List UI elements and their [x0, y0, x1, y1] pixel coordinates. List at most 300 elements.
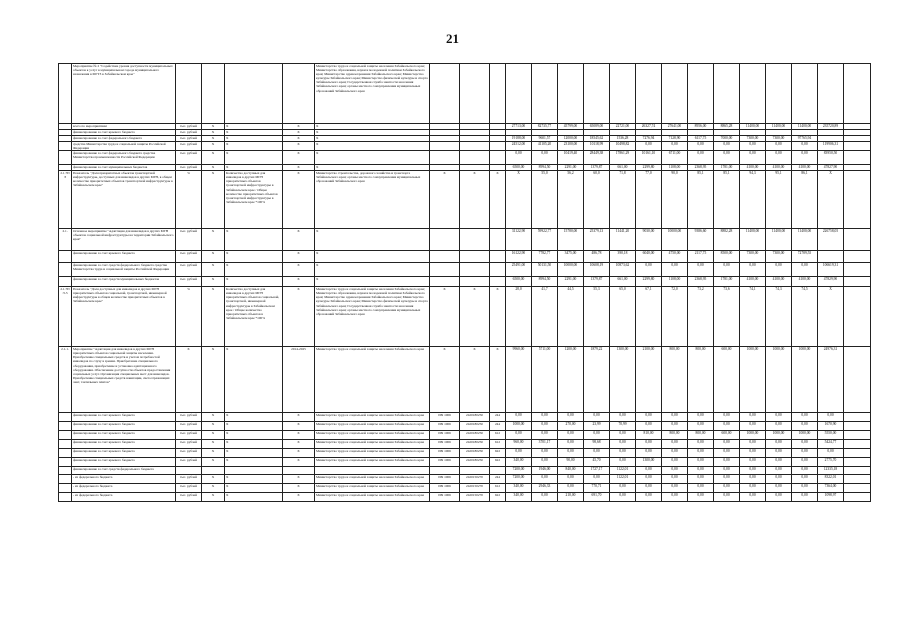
value-cell: 0,00	[610, 458, 636, 467]
value-cell	[506, 64, 532, 124]
value-cell: 0,00	[714, 422, 740, 431]
value-cell: 0,00	[532, 151, 558, 165]
period-cell: X	[283, 440, 315, 449]
unit-cell: тыс. рублей	[176, 277, 202, 287]
row-name-cell: финансирование за счет краевого бюджета	[72, 251, 176, 263]
value-cell: 55,3	[584, 287, 610, 347]
period-cell: X	[283, 229, 315, 251]
executor-cell: X	[315, 277, 430, 287]
executor-cell: Министерство труда и социальной защиты населения Забайкальского края	[315, 431, 430, 440]
code-vr-cell: 612	[490, 440, 506, 449]
value-cell: 73,2	[688, 287, 714, 347]
code-target-cell: X	[460, 287, 490, 347]
value-cell: 7276,94	[636, 136, 662, 142]
row-name-cell: финансирование за счет средств федерального бюджета	[72, 467, 176, 475]
value-cell: 50131,50	[532, 263, 558, 277]
unit-cell	[176, 64, 202, 124]
value-cell: 8865,28	[714, 124, 740, 130]
value-cell: 7300,00	[766, 136, 792, 142]
table-row	[59, 151, 871, 165]
value-cell: 1670,90	[818, 422, 844, 431]
value-cell: 0,00	[688, 151, 714, 165]
unit-cell: тыс. рублей	[176, 484, 202, 493]
code-grbs-cell: 009 1006	[430, 475, 460, 484]
value-cell: 11400,00	[740, 229, 766, 251]
value-cell	[714, 64, 740, 124]
unit-cell: тыс. рублей	[176, 422, 202, 431]
value-cell	[844, 142, 871, 151]
value-cell: 5550,00	[818, 431, 844, 440]
code-vr-cell: 622	[490, 449, 506, 458]
row-name-cell: финансирование за счет краевого бюджета	[72, 449, 176, 458]
col-x-cell: X	[202, 142, 225, 151]
row-number-cell	[59, 151, 72, 165]
code-vr-cell: 622	[490, 458, 506, 467]
row-name-cell: - из федерального бюджета	[72, 475, 176, 484]
value-cell: 0,00	[714, 413, 740, 422]
value-cell: 810,00	[636, 431, 662, 440]
value-cell: 600,00	[714, 431, 740, 440]
value-cell: 45799,00	[558, 124, 584, 130]
value-cell: 4100,00	[740, 277, 766, 287]
value-cell: 74,1	[740, 287, 766, 347]
value-cell: 4100,00	[766, 277, 792, 287]
code-grbs-cell: 009 1006	[430, 422, 460, 431]
col-x-cell: X	[202, 151, 225, 165]
value-cell: 270,00	[558, 422, 584, 431]
col-x-cell: X	[202, 440, 225, 449]
value-cell: 27641,00	[662, 124, 688, 130]
code-target-cell	[460, 142, 490, 151]
value-cell: 0,00	[740, 422, 766, 431]
value-cell: 0,00	[506, 431, 532, 440]
value-cell: 0,00	[558, 413, 584, 422]
table-row	[59, 449, 871, 458]
period-cell: X	[283, 458, 315, 467]
value-cell	[792, 64, 818, 124]
executor-cell: X	[315, 151, 430, 165]
value-cell: 390,18	[610, 251, 636, 263]
value-cell: 7200,00	[506, 467, 532, 475]
code-vr-cell	[490, 151, 506, 165]
value-cell: 74,3	[766, 287, 792, 347]
value-cell: 0,00	[610, 493, 636, 502]
value-cell: 0,00	[584, 431, 610, 440]
value-cell: 210,00	[558, 493, 584, 502]
table-row	[59, 475, 871, 484]
value-cell: 0,00	[662, 484, 688, 493]
value-cell: 0,00	[636, 484, 662, 493]
value-cell: 0,00	[792, 484, 818, 493]
value-cell: 691,70	[584, 493, 610, 502]
value-cell: 800,00	[662, 431, 688, 440]
formula-cell: X	[225, 263, 283, 277]
executor-cell: X	[315, 251, 430, 263]
value-cell: 8956,00	[688, 124, 714, 130]
formula-cell: X	[225, 458, 283, 467]
code-vr-cell: X	[490, 171, 506, 229]
row-name-cell: финансирование за счет краевого бюджета	[72, 440, 176, 449]
value-cell: 59922,77	[532, 229, 558, 251]
row-name-cell: Мероприятие "Адаптация для инвалидов в других МГН приоритетных объектов социальной защиты населения. Приобретение специальных средств и учетом потребностей инвалидов по слуху в зрении. Приобретение специального оборудования, приобретение и установка адаптационного оборудования. Обеспечение доступности объектов предоставления социальных услуг. Организация специальных мест для инвалидов. Приобретение специальных средств навигации, светоотражающих лент, тактильных плиток"	[72, 347, 176, 413]
value-cell: 1300,00	[636, 458, 662, 467]
value-cell: 90,00	[558, 458, 584, 467]
value-cell: 0,00	[792, 493, 818, 502]
col-x-cell: X	[202, 484, 225, 493]
value-cell	[844, 422, 871, 431]
value-cell: 0,00	[662, 475, 688, 484]
value-cell: 1000,00	[766, 431, 792, 440]
table-row	[59, 458, 871, 467]
formula-cell: X	[225, 431, 283, 440]
value-cell: 71,8	[610, 171, 636, 229]
table-row	[59, 171, 871, 229]
code-vr-cell: 244	[490, 413, 506, 422]
col-x-cell: X	[202, 263, 225, 277]
period-cell: X	[283, 124, 315, 130]
value-cell	[844, 277, 871, 287]
value-cell: 1000,00	[506, 422, 532, 431]
value-cell: 340,00	[506, 484, 532, 493]
formula-cell	[225, 64, 283, 124]
executor-cell: X	[315, 124, 430, 130]
value-cell	[636, 64, 662, 124]
value-cell: 22721,00	[610, 124, 636, 130]
value-cell	[662, 64, 688, 124]
code-vr-cell: X	[490, 347, 506, 413]
code-grbs-cell: 009 1006	[430, 484, 460, 493]
value-cell: 0,00	[714, 458, 740, 467]
col-x-cell: X	[202, 251, 225, 263]
executor-cell: Министерство труда и социальной защиты населения Забайкальского края	[315, 347, 430, 413]
code-target-cell	[460, 467, 490, 475]
code-target-cell: X	[460, 347, 490, 413]
value-cell: 0,00	[766, 475, 792, 484]
value-cell: 70,99	[610, 422, 636, 431]
value-cell: 82735,77	[532, 124, 558, 130]
row-name-cell: Показатель "Доля приоритетных объектов транспортной инфраструктуры, доступных для инвалидов в других МГН, в общем количестве приоритетных объектов транспортной инфраструктуры в Забайкальском крае"	[72, 171, 176, 229]
value-cell: 97765,94	[792, 136, 818, 142]
value-cell: 95,1	[766, 171, 792, 229]
value-cell: 0,00	[506, 413, 532, 422]
formula-cell: X	[225, 251, 283, 263]
code-grbs-cell: 009 1006	[430, 440, 460, 449]
value-cell	[844, 449, 871, 458]
value-cell: 1122,01	[610, 475, 636, 484]
value-cell: 0,00	[766, 484, 792, 493]
period-cell: X	[283, 449, 315, 458]
period-cell: X	[283, 422, 315, 431]
period-cell: X	[283, 287, 315, 347]
value-cell: 0,00	[766, 449, 792, 458]
period-cell: X	[283, 136, 315, 142]
value-cell: 0,00	[532, 449, 558, 458]
value-cell: 2368,95	[688, 277, 714, 287]
table-row	[59, 431, 871, 440]
value-cell: 0,00	[740, 484, 766, 493]
period-cell: X	[283, 431, 315, 440]
value-cell: 0,00	[610, 484, 636, 493]
row-name-cell: всего по мероприятиям	[72, 124, 176, 130]
formula-cell: X	[225, 165, 283, 171]
row-name-cell: финансирование за счет федерального бюджета	[72, 136, 176, 142]
value-cell: 23,99	[584, 422, 610, 431]
code-target-cell: 2420180250	[460, 431, 490, 440]
value-cell: 0,00	[662, 449, 688, 458]
col-x-cell: X	[202, 165, 225, 171]
row-name-cell: - из федерального бюджета	[72, 493, 176, 502]
value-cell: 0,00	[532, 493, 558, 502]
formula-cell: X	[225, 136, 283, 142]
table-row	[59, 251, 871, 263]
executor-cell: X	[315, 136, 430, 142]
code-target-cell: 2420180250	[460, 449, 490, 458]
value-cell: 2946,33	[532, 484, 558, 493]
value-cell: 7200,00	[506, 475, 532, 484]
period-cell	[283, 467, 315, 475]
value-cell: 10000,00	[662, 229, 688, 251]
value-cell: 0,00	[662, 458, 688, 467]
value-cell: 0,00	[688, 440, 714, 449]
value-cell: 10419,40	[558, 151, 584, 165]
value-cell: 47829,90	[818, 277, 844, 287]
unit-cell: тыс. рублей	[176, 475, 202, 484]
value-cell: 15780,00	[558, 229, 584, 251]
value-cell: 9601,57	[532, 136, 558, 142]
row-number-cell: 2.1.	[59, 229, 72, 251]
row-number-cell	[59, 64, 72, 124]
value-cell: 47827,90	[818, 165, 844, 171]
value-cell: 85,1	[688, 171, 714, 229]
unit-cell: тыс. рублей	[176, 431, 202, 440]
value-cell	[844, 263, 871, 277]
unit-cell: тыс. рублей	[176, 493, 202, 502]
value-cell: 1000,00	[740, 431, 766, 440]
value-cell: 41,7	[532, 287, 558, 347]
value-cell: 23100,00	[558, 142, 584, 151]
row-number-cell	[59, 277, 72, 287]
value-cell: 600,00	[714, 347, 740, 413]
value-cell: 0,00	[636, 467, 662, 475]
value-cell: 7300,00	[766, 251, 792, 263]
unit-cell: тыс. рублей	[176, 263, 202, 277]
value-cell: 73,6	[714, 287, 740, 347]
value-cell: 0,00	[766, 493, 792, 502]
formula-cell: X	[225, 493, 283, 502]
period-cell: X	[283, 130, 315, 136]
value-cell: 11400,00	[766, 229, 792, 251]
code-grbs-cell: X	[430, 287, 460, 347]
value-cell: 1000,00	[792, 347, 818, 413]
value-cell: 0,00	[818, 449, 844, 458]
value-cell: 8882,28	[714, 229, 740, 251]
col-x-cell: X	[202, 347, 225, 413]
period-cell: X	[283, 151, 315, 165]
row-number-cell	[59, 458, 72, 467]
value-cell: 0,00	[636, 263, 662, 277]
value-cell: 56,2	[558, 171, 584, 229]
value-cell: 98,68	[584, 440, 610, 449]
code-target-cell	[460, 251, 490, 263]
value-cell: 65089,00	[584, 124, 610, 130]
executor-cell	[315, 467, 430, 475]
value-cell: 60,0	[584, 171, 610, 229]
formula-cell: Количество доступных для инвалидов в других МГН приоритетных объектов транспортной инфраструктуры в Забайкальском крае / Общее количество приоритетных объектов транспортной инфраструктуры в Забайкальском крае *100%	[225, 171, 283, 229]
unit-cell: тыс. рублей	[176, 124, 202, 130]
executor-cell: X	[315, 130, 430, 136]
value-cell: 0,00	[792, 422, 818, 431]
value-cell: 0,00	[792, 440, 818, 449]
value-cell: 1879,22	[584, 347, 610, 413]
value-cell: 0,00	[662, 413, 688, 422]
value-cell: 0,00	[792, 142, 818, 151]
unit-cell: X	[176, 347, 202, 413]
value-cell: 0,00	[636, 440, 662, 449]
value-cell: 7782,77	[532, 251, 558, 263]
value-cell: 26327,74	[636, 124, 662, 130]
col-x-cell: X	[202, 287, 225, 347]
row-number-cell	[59, 263, 72, 277]
value-cell: 9960,00	[506, 347, 532, 413]
value-cell: 9030,00	[636, 229, 662, 251]
value-cell: 6500,00	[506, 165, 532, 171]
value-cell	[740, 64, 766, 124]
executor-cell: Министерство труда и социальной защиты населения Забайкальского края	[315, 422, 430, 431]
formula-cell: X	[225, 142, 283, 151]
value-cell: 661,00	[610, 277, 636, 287]
row-name-cell: финансирование за счет муниципальных бюджетов	[72, 165, 176, 171]
value-cell: 0,00	[688, 458, 714, 467]
row-name-cell: финансирование за счет краевого бюджета	[72, 458, 176, 467]
col-x-cell: X	[202, 413, 225, 422]
value-cell: 28,0	[506, 287, 532, 347]
value-cell: 11400,00	[792, 229, 818, 251]
value-cell: 0,00	[610, 413, 636, 422]
period-cell: X	[283, 475, 315, 484]
value-cell: 4750,00	[662, 251, 688, 263]
period-cell: X	[283, 263, 315, 277]
value-cell: 0,00	[740, 413, 766, 422]
code-grbs-cell	[430, 263, 460, 277]
code-grbs-cell	[430, 142, 460, 151]
value-cell: 0,00	[662, 263, 688, 277]
executor-cell: X	[315, 142, 430, 151]
value-cell: 94,3	[740, 171, 766, 229]
executor-cell: Министерство строительства, дорожного хозяйства и транспорта Забайкальского края; органы местного самоуправления муниципальных образований Забайкальского края	[315, 171, 430, 229]
value-cell: 7000,00	[714, 136, 740, 142]
value-cell: 12335,18	[818, 467, 844, 475]
executor-cell: X	[315, 165, 430, 171]
code-vr-cell: 622	[490, 493, 506, 502]
value-cell: 1727,17	[584, 467, 610, 475]
value-cell: 10498,82	[610, 142, 636, 151]
value-cell: 0,00	[688, 422, 714, 431]
value-cell: 0,00	[714, 440, 740, 449]
period-cell: X	[283, 413, 315, 422]
value-cell: 0,00	[766, 263, 792, 277]
period-cell: X	[283, 493, 315, 502]
unit-cell: тыс. рублей	[176, 136, 202, 142]
col-x-cell: X	[202, 422, 225, 431]
value-cell: 0,00	[740, 142, 766, 151]
unit-cell: тыс. рублей	[176, 413, 202, 422]
value-cell: 800,00	[662, 347, 688, 413]
unit-cell: тыс. рублей	[176, 229, 202, 251]
value-cell: X	[818, 171, 844, 229]
code-grbs-cell	[430, 251, 460, 263]
row-number-cell: 2.1.1.	[59, 347, 72, 413]
value-cell: 6117,75	[688, 136, 714, 142]
value-cell: 0,00	[740, 440, 766, 449]
value-cell: 1108,00	[662, 165, 688, 171]
value-cell: 0,00	[532, 458, 558, 467]
value-cell: 4100,00	[740, 165, 766, 171]
row-name-cell: Основное мероприятие "Адаптация для инвалидов в других МГН объектов социальной инфраструктуры на территории Забайкальского края"	[72, 229, 176, 251]
value-cell	[844, 475, 871, 484]
code-target-cell: X	[460, 171, 490, 229]
col-x-cell	[202, 64, 225, 124]
value-cell: 90,0	[662, 171, 688, 229]
value-cell: 11400,00	[766, 124, 792, 130]
value-cell: 1000,00	[740, 347, 766, 413]
row-name-cell: Показатель "Доля доступных для инвалидов и других МГН приоритетных объектов социальной, транспортной, инженерной инфраструктуры в общем количестве приоритетных объектов в Забайкальском крае"	[72, 287, 176, 347]
value-cell: 3475,00	[558, 251, 584, 263]
value-cell: 6040,00	[636, 251, 662, 263]
executor-cell: Министерство труда и социальной защиты населения Забайкальского края	[315, 484, 430, 493]
value-cell: 1200,00	[558, 347, 584, 413]
value-cell: 0,00	[662, 422, 688, 431]
value-cell	[532, 64, 558, 124]
row-number-cell: 2.1.7ПЭ	[59, 171, 72, 229]
value-cell: 72789,55	[792, 251, 818, 263]
unit-cell: тыс. рублей	[176, 142, 202, 151]
value-cell: 45,70	[584, 458, 610, 467]
value-cell: 0,00	[714, 142, 740, 151]
code-grbs-cell: 009 1006	[430, 449, 460, 458]
value-cell: 0,00	[766, 440, 792, 449]
page-number: 21	[446, 31, 459, 46]
value-cell: 2100,00	[636, 347, 662, 413]
col-x-cell: X	[202, 171, 225, 229]
table-row	[59, 493, 871, 502]
value-cell: 11441,20	[610, 229, 636, 251]
code-vr-cell	[490, 229, 506, 251]
table-row	[59, 467, 871, 475]
value-cell: 67,1	[636, 287, 662, 347]
period-cell: X	[283, 165, 315, 171]
value-cell: 17861,29	[610, 151, 636, 165]
value-cell: 4100,00	[766, 165, 792, 171]
value-cell: 0,00	[792, 413, 818, 422]
col-x-cell: X	[202, 449, 225, 458]
formula-cell: Количество доступных для инвалидов в других МГН приоритетных объектов социальной, транспортной, инженерной инфраструктуры в Забайкальском крае / Общее количество приоритетных объектов в Забайкальском крае *100%	[225, 287, 283, 347]
col-x-cell: X	[202, 136, 225, 142]
value-cell: 0,00	[636, 493, 662, 502]
value-cell: 0,00	[792, 449, 818, 458]
value-cell: 0,00	[584, 475, 610, 484]
value-cell: 0,00	[714, 484, 740, 493]
col-x-cell: X	[202, 493, 225, 502]
code-grbs-cell	[430, 467, 460, 475]
value-cell: 7128,90	[662, 136, 688, 142]
value-cell: 12000,00	[558, 136, 584, 142]
value-cell: 65,0	[610, 287, 636, 347]
executor-cell: Министерство труда и социальной защиты населения Забайкальского края; Министерство образования, науки и молодежной политики Забайкальского края; Министерство здравоохранения Забайкальского края; Министерство культуры Забайкальского края; Министерство физической культуры и спорта Забайкальского края; Государственная служба занятости населения Забайкальского края; органы местного самоуправления муниципальных образований Забайкальского края	[315, 64, 430, 124]
value-cell: 1300,00	[610, 347, 636, 413]
value-cell	[844, 458, 871, 467]
value-cell: 7300,00	[740, 251, 766, 263]
executor-cell: X	[315, 263, 430, 277]
